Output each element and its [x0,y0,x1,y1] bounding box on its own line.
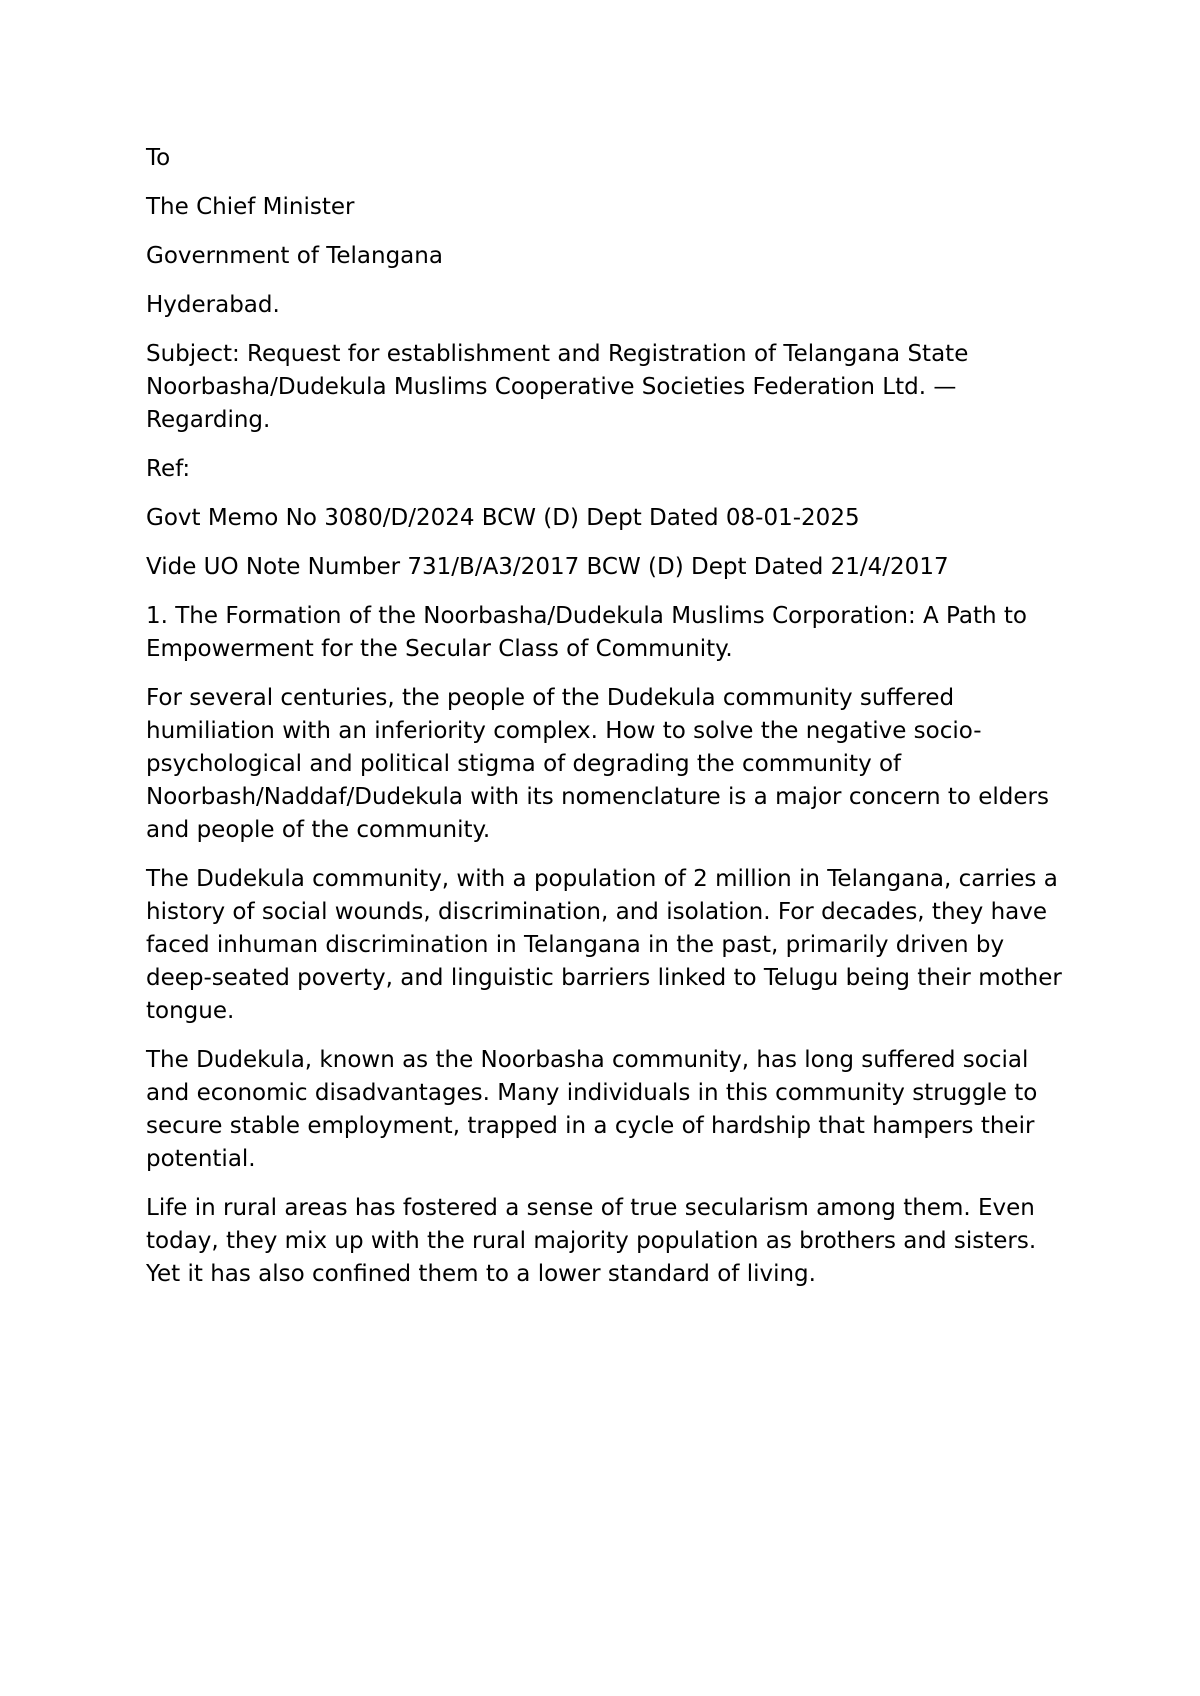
letter-body [146,142,1076,1307]
ref-label: Ref: [146,456,191,482]
subject-line: Subject: Request for establishment and Registration of Telangana State Noorbasha/Dudekula Muslims Cooperative Societies Federation Ltd. — Regarding. [146,341,969,433]
reference-item: Govt Memo No 3080/D/2024 BCW (D) Dept Dated 08-01-2025 [146,505,860,531]
body-paragraph: The Dudekula community, with a population of 2 million in Telangana, carries a history of social wounds, discrimination, and isolation. For decades, they have faced inhuman discrimination in Telangana in the past, primarily driven by deep-seated poverty, and linguistic barriers linked to Telugu being their mother tongue. [146,866,1062,1024]
body-paragraph: For several centuries, the people of the Dudekula community suffered humiliation with an inferiority complex. How to solve the negative socio-psychological and political stigma of degrading the community of Noorbash/Naddaf/Dudekula with its nomenclature is a major concern to elders and people of the community. [146,685,1049,843]
addressee-city: Hyderabad. [146,292,280,318]
body-paragraph: Life in rural areas has fostered a sense of true secularism among them. Even today, they mix up with the rural majority population as brothers and sisters. Yet it has also confined them to a lower standard of living. [146,1195,1037,1287]
addressee-to: To [146,145,171,171]
addressee-office: Government of Telangana [146,243,443,269]
section-heading: 1. The Formation of the Noorbasha/Dudekula Muslims Corporation: A Path to Empowerment for the Secular Class of Community. [146,603,1027,662]
addressee-title: The Chief Minister [146,194,355,220]
body-paragraph: The Dudekula, known as the Noorbasha community, has long suffered social and economic disadvantages. Many individuals in this community struggle to secure stable employment, trapped in a cycle of hardship that hampers their potential. [146,1047,1038,1172]
reference-item: Vide UO Note Number 731/B/A3/2017 BCW (D) Dept Dated 21/4/2017 [146,554,949,580]
